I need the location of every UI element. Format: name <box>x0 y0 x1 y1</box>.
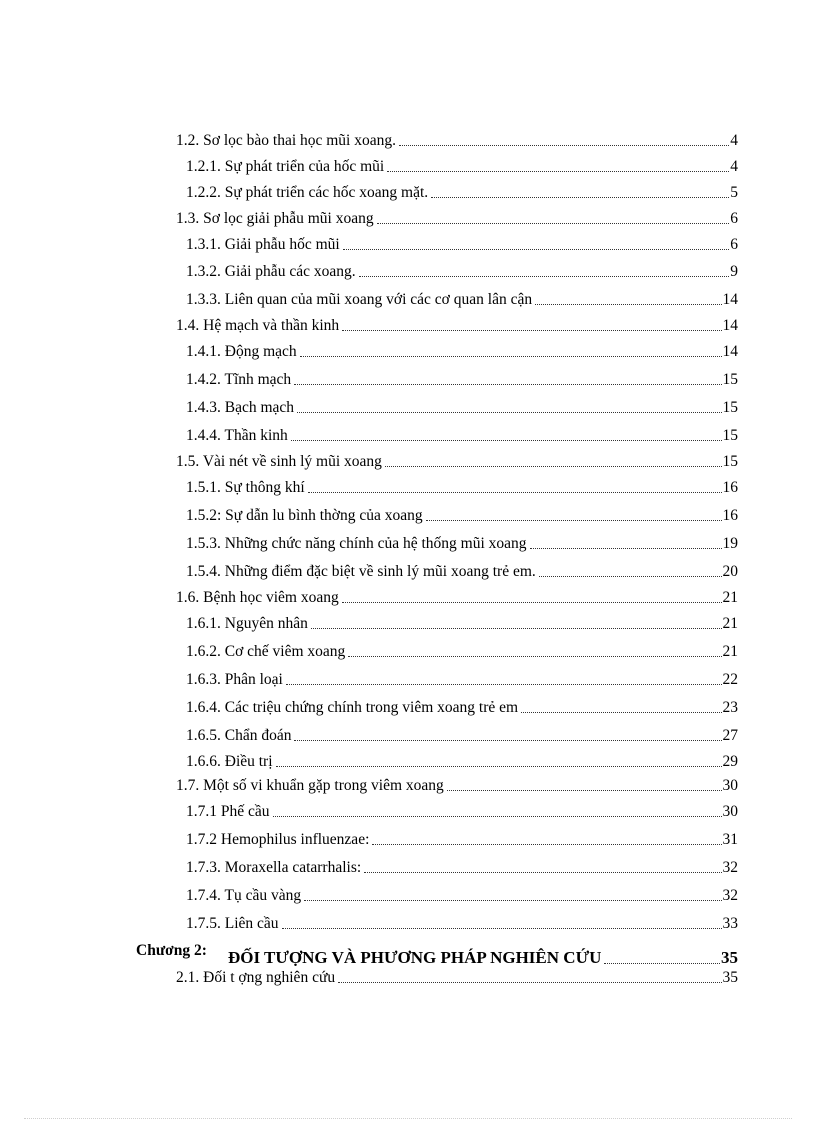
toc-entry <box>176 452 738 472</box>
toc-entry <box>186 830 738 850</box>
toc-entry-page: 5 <box>730 184 738 201</box>
toc-entry-label: 1.4.3. Bạch mạch <box>186 399 295 416</box>
toc-entry-page: 4 <box>730 158 738 175</box>
leader-dots <box>311 628 722 629</box>
toc-entry <box>186 426 738 446</box>
toc-entry-label: 1.7.2 Hemophilus influenzae: <box>186 831 370 848</box>
toc-entry <box>186 183 738 203</box>
toc-entry <box>186 157 738 177</box>
toc-entry-label: 1.2.1. Sự phát triển của hốc mũi <box>186 158 385 175</box>
toc-entry-page: 33 <box>722 915 738 932</box>
toc-entry-page: 21 <box>722 643 738 660</box>
chapter-title: ĐỐI TƯỢNG VÀ PHƯƠNG PHÁP NGHIÊN CỨU <box>228 948 602 967</box>
toc-entry-label: 1.7.4. Tụ cầu vàng <box>186 887 302 904</box>
toc-entry-page: 14 <box>722 291 738 308</box>
toc-entry-label: 1.6.2. Cơ chế viêm xoang <box>186 643 346 660</box>
toc-entry-page: 15 <box>722 399 738 416</box>
toc-entry <box>176 968 738 988</box>
toc-entry <box>176 131 738 151</box>
toc-entry <box>186 914 738 934</box>
toc-entry-label: 1.6.6. Điều trị <box>186 753 273 770</box>
toc-entry <box>176 776 738 796</box>
toc-entry-page: 22 <box>722 671 738 688</box>
toc-entry <box>176 316 738 336</box>
leader-dots <box>431 197 729 198</box>
toc-entry-label: 1.4. Hệ mạch và thần kinh <box>176 317 340 334</box>
toc-entry <box>186 726 738 746</box>
toc-entry-label: 1.5.2: Sự dẫn lu bình thờng của xoang <box>186 507 423 524</box>
toc-entry-page: 31 <box>722 831 738 848</box>
leader-dots <box>304 900 721 901</box>
toc-entry <box>186 698 738 718</box>
toc-entry-page: 9 <box>730 263 738 280</box>
toc-entry-label: 1.6. Bệnh học viêm xoang <box>176 589 339 606</box>
toc-entry-label: 1.7. Một số vi khuẩn gặp trong viêm xoang <box>176 777 444 794</box>
toc-entry-page: 16 <box>722 479 738 496</box>
toc-entry-label: 1.7.1 Phế cầu <box>186 803 270 820</box>
toc-entry <box>186 506 738 526</box>
toc-entry-page: 27 <box>722 727 738 744</box>
leader-dots <box>387 171 729 172</box>
leader-dots <box>276 766 722 767</box>
toc-entry-label: 1.4.2. Tĩnh mạch <box>186 371 292 388</box>
leader-dots <box>342 602 722 603</box>
leader-dots <box>294 740 721 741</box>
chapter-page: 35 <box>721 948 738 967</box>
toc-entry-label: 1.5.3. Những chức năng chính của hệ thống mũi xoang <box>186 535 527 552</box>
toc-entry-page: 23 <box>722 699 738 716</box>
toc-entry-page: 32 <box>722 887 738 904</box>
toc-entry-page: 19 <box>722 535 738 552</box>
leader-dots <box>447 790 722 791</box>
leader-dots <box>286 684 722 685</box>
toc-entry-label: 1.7.3. Moraxella catarrhalis: <box>186 859 362 876</box>
leader-dots <box>539 576 722 577</box>
leader-dots <box>385 466 722 467</box>
toc-entry-label: 1.6.3. Phân loại <box>186 671 283 688</box>
toc-entry-label: 1.6.1. Nguyên nhân <box>186 615 308 632</box>
toc-entry <box>186 642 738 662</box>
toc-entry-page: 21 <box>722 615 738 632</box>
toc-entry-label: 1.7.5. Liên cầu <box>186 915 279 932</box>
leader-dots <box>359 276 730 277</box>
leader-dots <box>342 330 721 331</box>
toc-entry-page: 15 <box>722 371 738 388</box>
toc-entry <box>186 802 738 822</box>
toc-entry-page: 30 <box>722 777 738 794</box>
toc-entry-label: 1.5. Vài nét về sinh lý mũi xoang <box>176 453 382 470</box>
leader-dots <box>535 304 721 305</box>
toc-entry-page: 6 <box>730 210 738 227</box>
toc-entry <box>186 562 738 582</box>
toc-entry-page: 21 <box>722 589 738 606</box>
toc-entry-page: 14 <box>722 317 738 334</box>
toc-entry-page: 16 <box>722 507 738 524</box>
toc-entry-page: 29 <box>722 753 738 770</box>
leader-dots <box>604 963 720 964</box>
toc-entry-label: 1.2.2. Sự phát triển các hốc xoang mặt. <box>186 184 429 201</box>
leader-dots <box>364 872 721 873</box>
toc-entry-label: 1.6.4. Các triệu chứng chính trong viêm xoang trẻ em <box>186 699 519 716</box>
toc-entry-label: 1.3.3. Liên quan của mũi xoang với các cơ quan lân cận <box>186 291 533 308</box>
leader-dots <box>338 982 721 983</box>
toc-entry-label: 1.5.4. Những điểm đặc biệt về sinh lý mũi xoang trẻ em. <box>186 563 536 580</box>
toc-entry <box>186 670 738 690</box>
toc-entry <box>176 588 738 608</box>
toc-entry-label: 1.5.1. Sự thông khí <box>186 479 305 496</box>
leader-dots <box>343 249 730 250</box>
toc-entry <box>186 534 738 554</box>
toc-entry-label: 1.3. Sơ lọc giải phẫu mũi xoang <box>176 210 374 227</box>
toc-entry <box>186 235 738 255</box>
toc-entry <box>186 262 738 282</box>
leader-dots <box>282 928 722 929</box>
leader-dots <box>300 356 722 357</box>
toc-entry <box>186 290 738 310</box>
toc-entry <box>186 370 738 390</box>
leader-dots <box>372 844 721 845</box>
toc-entry <box>186 342 738 362</box>
toc-entry-page: 14 <box>722 343 738 360</box>
leader-dots <box>273 816 722 817</box>
leader-dots <box>426 520 722 521</box>
chapter-heading <box>228 947 738 969</box>
leader-dots <box>399 145 729 146</box>
leader-dots <box>530 548 722 549</box>
leader-dots <box>377 223 730 224</box>
toc-entry <box>186 478 738 498</box>
toc-entry-page: 4 <box>730 132 738 149</box>
toc-entry-page: 35 <box>722 969 738 986</box>
toc-entry-page: 15 <box>722 453 738 470</box>
leader-dots <box>297 412 721 413</box>
leader-dots <box>291 440 722 441</box>
toc-entry-label: 1.4.4. Thần kinh <box>186 427 288 444</box>
toc-entry-label: 2.1. Đối t ợng nghiên cứu <box>176 969 336 986</box>
toc-entry-page: 15 <box>722 427 738 444</box>
toc-entry <box>186 752 738 772</box>
toc-entry-label: 1.6.5. Chẩn đoán <box>186 727 292 744</box>
toc-entry <box>176 209 738 229</box>
leader-dots <box>348 656 721 657</box>
toc-entry-page: 6 <box>730 236 738 253</box>
toc-entry <box>186 858 738 878</box>
leader-dots <box>294 384 721 385</box>
leader-dots <box>521 712 721 713</box>
toc-entry-page: 32 <box>722 859 738 876</box>
leader-dots <box>308 492 722 493</box>
toc-entry-label: 1.2. Sơ lọc bào thai học mũi xoang. <box>176 132 396 149</box>
toc-entry-page: 20 <box>722 563 738 580</box>
toc-entry-label: 1.3.1. Giải phẫu hốc mũi <box>186 236 340 253</box>
chapter-prefix: Chương 2: <box>136 942 207 959</box>
page-bottom-rule <box>24 1118 792 1119</box>
toc-entry-label: 1.4.1. Động mạch <box>186 343 297 360</box>
toc-entry <box>186 614 738 634</box>
toc-entry-label: 1.3.2. Giải phẫu các xoang. <box>186 263 356 280</box>
toc-entry <box>186 398 738 418</box>
toc-entry-page: 30 <box>722 803 738 820</box>
toc-entry <box>186 886 738 906</box>
